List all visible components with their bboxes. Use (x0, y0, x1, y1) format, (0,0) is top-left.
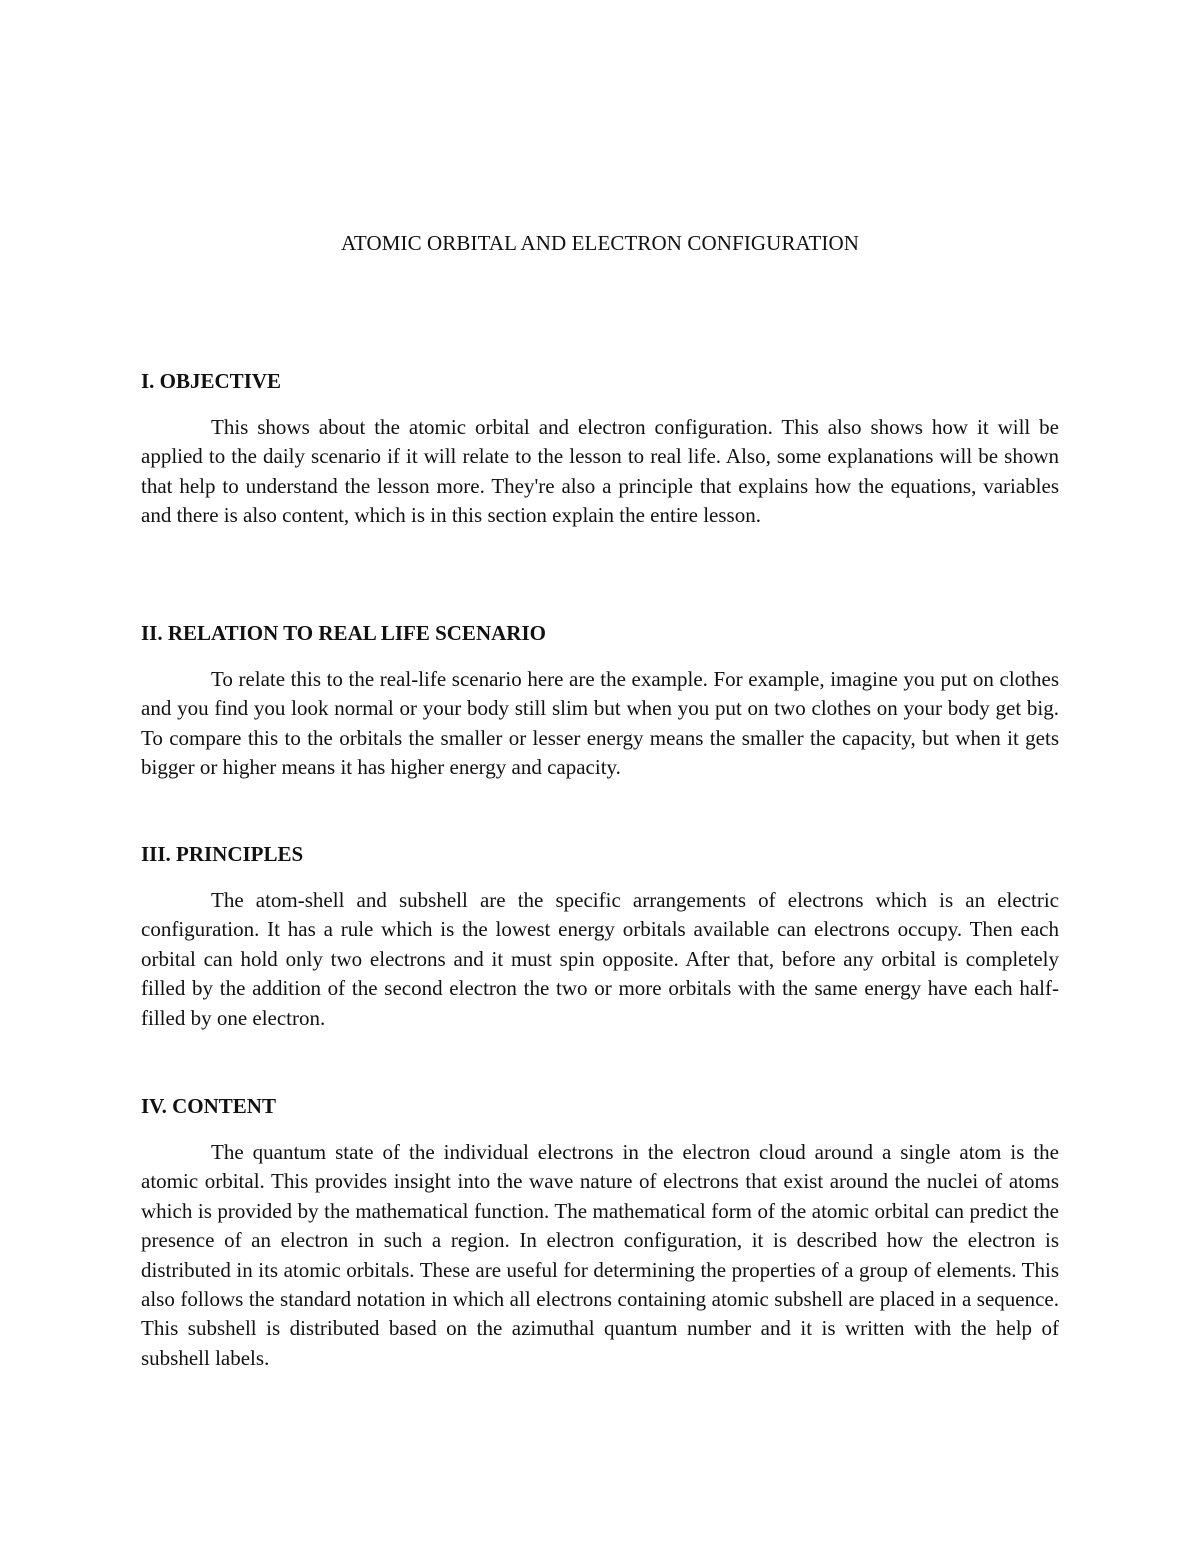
section-principles (141, 840, 1059, 1033)
section-heading: I. OBJECTIVE (141, 369, 282, 393)
section-paragraph: To relate this to the real-life scenario here are the example. For example, imagine you put on clothes and you find you look normal or your body still slim but when you put on two clothes on your body get big. To compare this to the orbitals the smaller or lesser energy means the smaller the capacity, but when it gets bigger or higher means it has higher energy and capacity. (141, 667, 1059, 780)
section-heading: III. PRINCIPLES (141, 842, 304, 866)
section-heading: II. RELATION TO REAL LIFE SCENARIO (141, 621, 546, 645)
section-heading: IV. CONTENT (141, 1094, 276, 1118)
section-relation-to-real-life (141, 619, 1059, 783)
section-paragraph: This shows about the atomic orbital and electron configuration. This also shows how it will be applied to the daily scenario if it will relate to the lesson to real life. Also, some explanations will be shown that help to understand the lesson more. They're also a principle that explains how the equations, variables and there is also content, which is in this section explain the entire lesson. (141, 415, 1059, 528)
section-objective (141, 367, 1059, 531)
section-paragraph: The quantum state of the individual electrons in the electron cloud around a single atom is the atomic orbital. This provides insight into the wave nature of electrons that exist around the nuclei of atoms which is provided by the mathematical function. The mathematical form of the atomic orbital can predict the presence of an electron in such a region. In electron configuration, it is described how the electron is distributed in its atomic orbitals. These are useful for determining the properties of a group of elements. This also follows the standard notation in which all electrons containing atomic subshell are placed in a sequence. This subshell is distributed based on the azimuthal quantum number and it is written with the help of subshell labels. (141, 1140, 1059, 1370)
document-title: ATOMIC ORBITAL AND ELECTRON CONFIGURATION (340, 231, 860, 255)
section-content (141, 1092, 1059, 1373)
section-paragraph: The atom-shell and subshell are the specific arrangements of electrons which is an electric configuration. It has a rule which is the lowest energy orbitals available can electrons occupy. Then each orbital can hold only two electrons and it must spin opposite. After that, before any orbital is completely filled by the addition of the second electron the two or more orbitals with the same energy have each half-filled by one electron. (141, 888, 1059, 1030)
